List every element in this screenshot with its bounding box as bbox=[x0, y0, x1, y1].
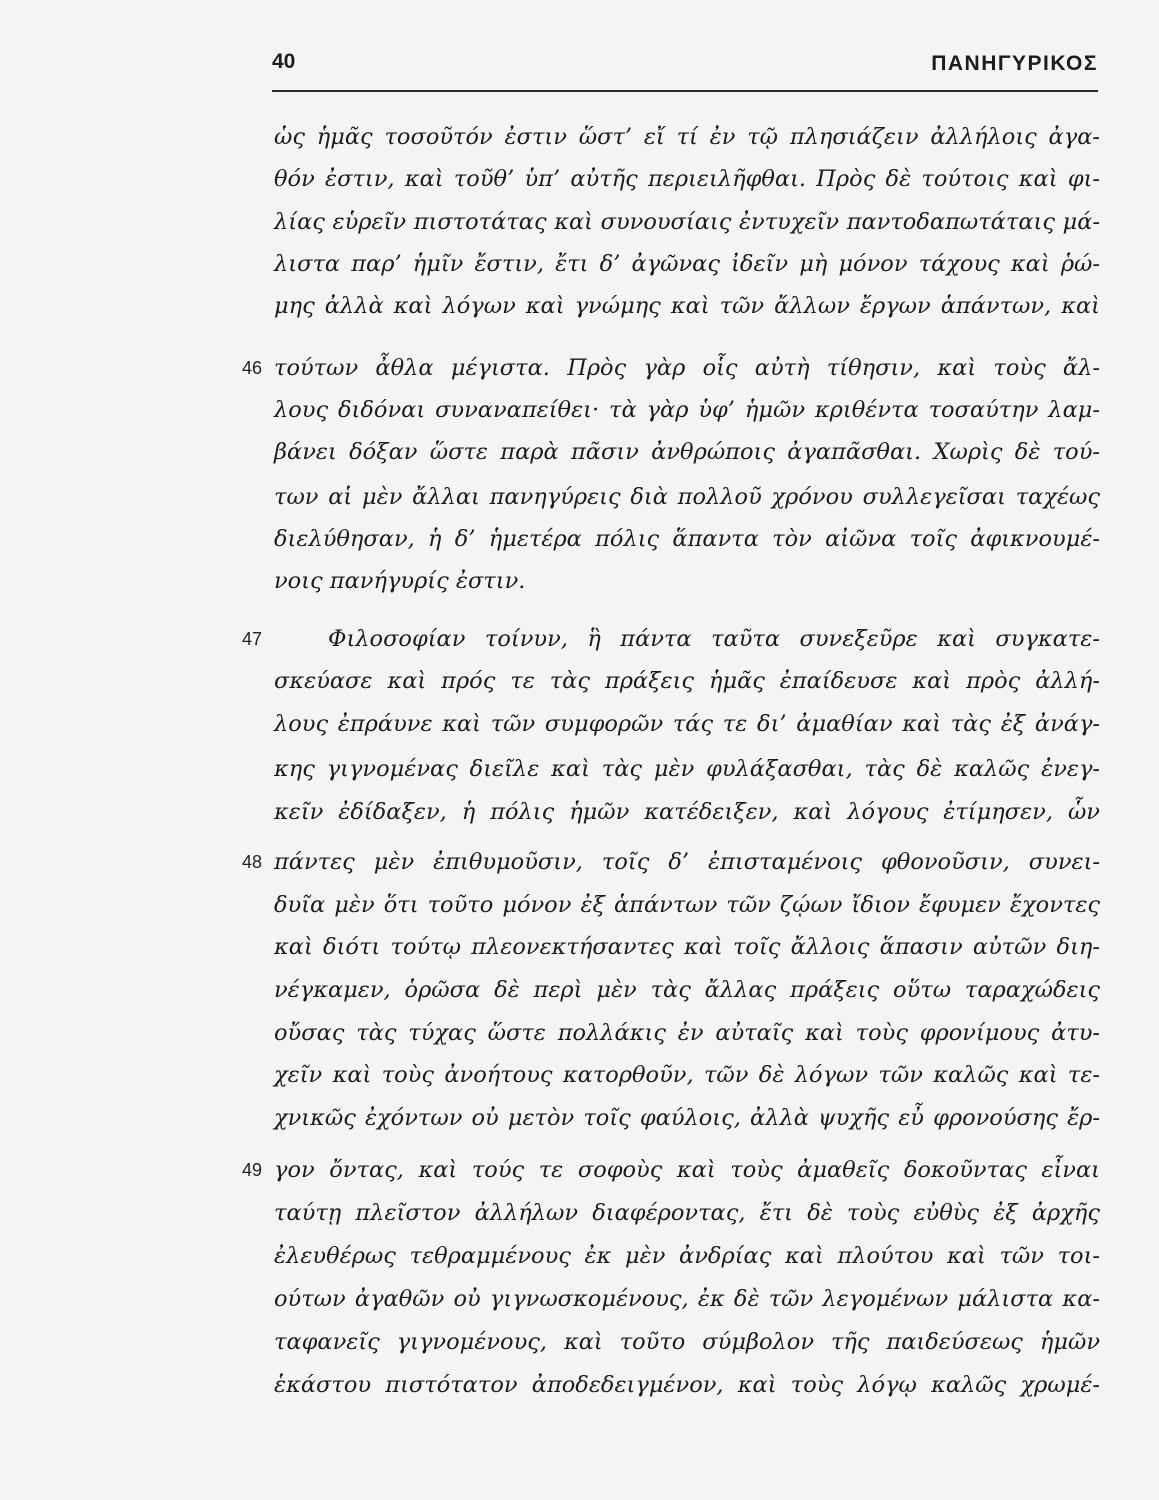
text-line: βάνει δόξαν ὥστε παρὰ πᾶσιν ἀνθρώποις ἀγαπᾶσθαι. Χωρὶς δὲ τού- bbox=[274, 439, 1100, 465]
text-line: καὶ διότι τούτῳ πλεονεκτήσαντες καὶ τοῖς ἄλλοις ἅπασιν αὐτῶν διη- bbox=[274, 934, 1100, 960]
page-header bbox=[272, 50, 1098, 92]
text-line: ἐλευθέρως τεθραμμένους ἐκ μὲν ἀνδρίας καὶ πλούτου καὶ τῶν τοι- bbox=[274, 1243, 1100, 1269]
text-line: χεῖν καὶ τοὺς ἀνοήτους κατορθοῦν, τῶν δὲ λόγων τῶν καλῶς καὶ τε- bbox=[274, 1062, 1100, 1088]
text-line: γον ὄντας, καὶ τούς τε σοφοὺς καὶ τοὺς ἀμαθεῖς δοκοῦντας εἶναι bbox=[274, 1157, 1100, 1183]
section-number: 47 bbox=[242, 629, 263, 649]
text-line: πάντες μὲν ἐπιθυμοῦσιν, τοῖς δ’ ἐπισταμένοις φθονοῦσιν, συνει- bbox=[274, 849, 1100, 875]
text-line: οὔσας τὰς τύχας ὥστε πολλάκις ἐν αὐταῖς καὶ τοὺς φρονίμους ἀτυ- bbox=[274, 1020, 1100, 1046]
text-line: ὡς ἡμᾶς τοσοῦτόν ἐστιν ὥστ’ εἴ τί ἐν τῷ πλησιάζειν ἀλλήλοις ἀγα- bbox=[274, 124, 1100, 150]
text-line: κης γιγνομένας διεῖλε καὶ τὰς μὲν φυλάξασθαι, τὰς δὲ καλῶς ἐνεγ- bbox=[274, 756, 1100, 782]
text-line: νοις πανήγυρίς ἐστιν. bbox=[274, 568, 526, 594]
text-line: ούτων ἀγαθῶν οὐ γιγνωσκομένους, ἐκ δὲ τῶν λεγομένων μάλιστα κα- bbox=[274, 1286, 1100, 1312]
text-line: χνικῶς ἐχόντων οὐ μετὸν τοῖς φαύλοις, ἀλλὰ ψυχῆς εὖ φρονούσης ἔρ- bbox=[274, 1105, 1100, 1131]
text-line: θόν ἐστιν, καὶ τοῦθ’ ὑπ’ αὐτῆς περιειλῆφθαι. Πρὸς δὲ τούτοις καὶ φι- bbox=[274, 166, 1100, 192]
text-line: σκεύασε καὶ πρός τε τὰς πράξεις ἡμᾶς ἐπαίδευσε καὶ πρὸς ἀλλή- bbox=[274, 668, 1100, 694]
text-line: τούτων ἆθλα μέγιστα. Πρὸς γὰρ οἷς αὐτὴ τίθησιν, καὶ τοὺς ἄλ- bbox=[274, 355, 1100, 381]
text-line: μης ἀλλὰ καὶ λόγων καὶ γνώμης καὶ τῶν ἄλλων ἔργων ἁπάντων, καὶ bbox=[274, 293, 1100, 319]
section-number: 48 bbox=[242, 852, 263, 872]
text-line: διελύθησαν, ἡ δ’ ἡμετέρα πόλις ἅπαντα τὸν αἰῶνα τοῖς ἀφικνουμέ- bbox=[274, 526, 1100, 552]
text-line: λους ἐπράυνε καὶ τῶν συμφορῶν τάς τε δι’ ἀμαθίαν καὶ τὰς ἐξ ἀνάγ- bbox=[274, 711, 1100, 737]
text-line: ταφανεῖς γιγνομένους, καὶ τοῦτο σύμβολον τῆς παιδεύσεως ἡμῶν bbox=[274, 1329, 1100, 1355]
text-line: λίας εὑρεῖν πιστοτάτας καὶ συνουσίαις ἐντυχεῖν παντοδαπωτάταις μά- bbox=[274, 209, 1100, 235]
running-title: ΠΑΝΗΓΥΡΙΚΟΣ bbox=[931, 52, 1098, 75]
text-line: νέγκαμεν, ὁρῶσα δὲ περὶ μὲν τὰς ἄλλας πράξεις οὕτω ταραχώδεις bbox=[274, 977, 1100, 1003]
page-number: 40 bbox=[272, 50, 296, 73]
section-number: 49 bbox=[242, 1160, 263, 1180]
text-line: λιστα παρ’ ἡμῖν ἔστιν, ἔτι δ’ ἀγῶνας ἰδεῖν μὴ μόνον τάχους καὶ ῥώ- bbox=[274, 251, 1100, 277]
section-number: 46 bbox=[242, 358, 263, 378]
text-line: κεῖν ἐδίδαξεν, ἡ πόλις ἡμῶν κατέδειξεν, καὶ λόγους ἐτίμησεν, ὧν bbox=[274, 799, 1100, 825]
text-line: ἑκάστου πιστότατον ἀποδεδειγμένον, καὶ τοὺς λόγῳ καλῶς χρωμέ- bbox=[274, 1372, 1100, 1398]
text-line: των αἱ μὲν ἄλλαι πανηγύρεις διὰ πολλοῦ χρόνου συλλεγεῖσαι ταχέως bbox=[274, 484, 1100, 510]
text-line: λους διδόναι συναναπείθει· τὰ γὰρ ὑφ’ ἡμῶν κριθέντα τοσαύτην λαμ- bbox=[274, 397, 1100, 423]
text-line: Φιλοσοφίαν τοίνυν, ἣ πάντα ταῦτα συνεξεῦρε καὶ συγκατε- bbox=[328, 626, 1100, 652]
text-line: ταύτῃ πλεῖστον ἀλλήλων διαφέροντας, ἔτι δὲ τοὺς εὐθὺς ἐξ ἀρχῆς bbox=[274, 1200, 1100, 1226]
text-line: δυῖα μὲν ὅτι τοῦτο μόνον ἐξ ἁπάντων τῶν ζῴων ἴδιον ἔφυμεν ἔχοντες bbox=[274, 892, 1100, 918]
